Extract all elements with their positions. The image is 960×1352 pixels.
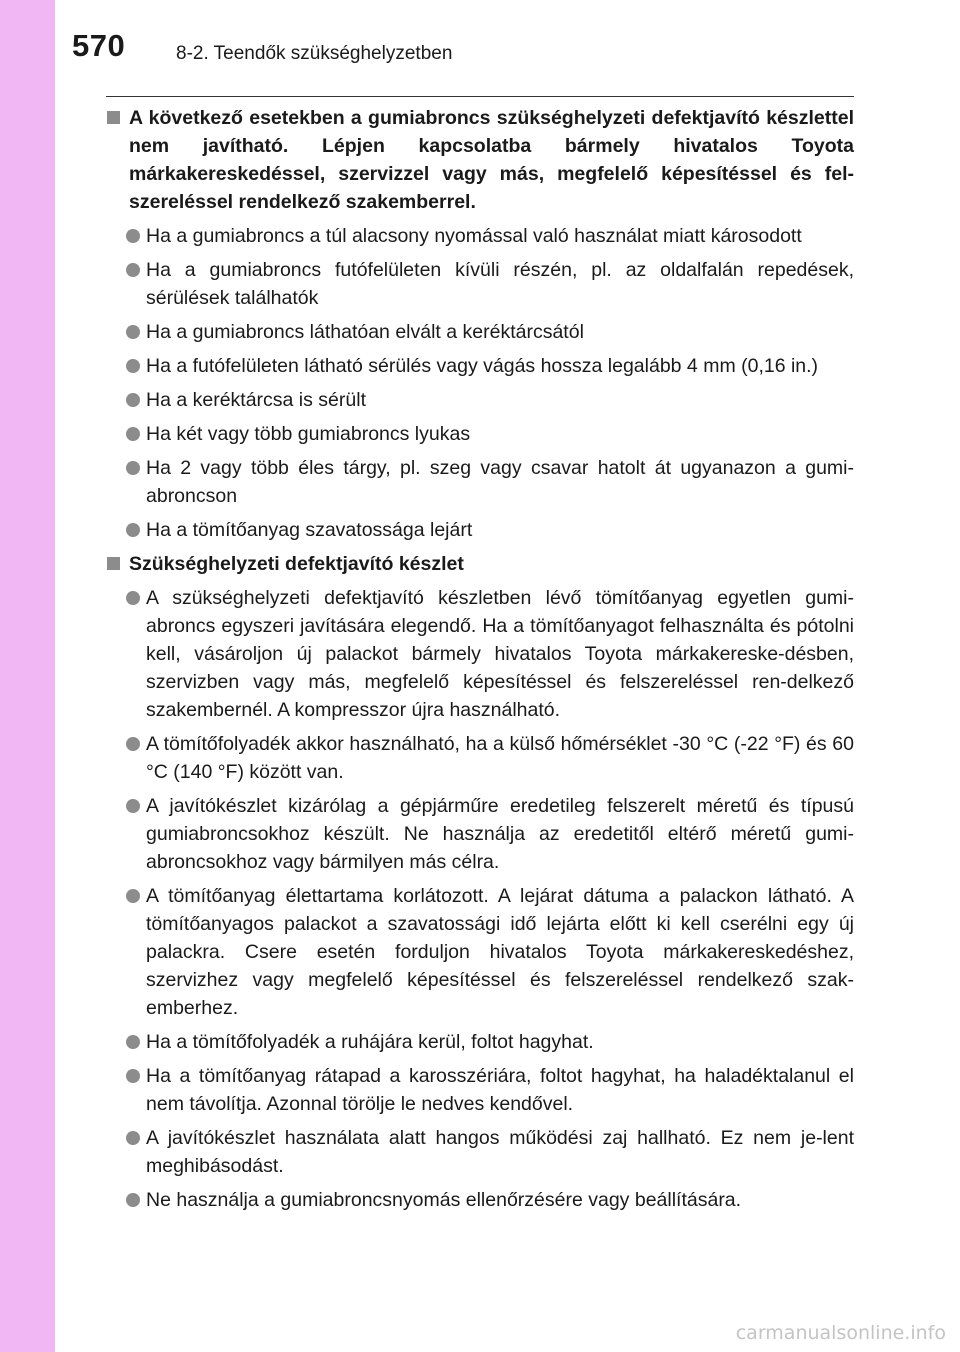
round-bullet-icon <box>126 889 140 903</box>
list-item-text: Ha a gumiabroncs láthatóan elvált a keréktárcsától <box>146 321 584 343</box>
list-item-text: Ha a tömítőanyag szavatossága lejárt <box>146 519 473 541</box>
list-item <box>106 792 854 876</box>
list-item-text: Ha a gumiabroncs a túl alacsony nyomással való használat miatt károsodott <box>146 225 802 247</box>
round-bullet-icon <box>126 1035 140 1049</box>
round-bullet-icon <box>126 359 140 373</box>
list-item-text: Ha a gumiabroncs futófelületen kívüli részén, pl. az oldalfalán repedések, sérülések találhatók <box>146 259 854 309</box>
round-bullet-icon <box>126 229 140 243</box>
list-item-text: A tömítőanyag élettartama korlátozott. A lejárat dátuma a palackon látható. A tömítőanyagos palackot a szavatossági idő lejárta előtt ki kell cserélni egy új palackra. Csere esetén forduljon hivatalos Toyota márkakereskedéshez, szervizhez vagy megfelelő képesítéssel és felszereléssel rendelkező szak-emberhez. <box>146 885 854 1019</box>
square-bullet-icon <box>107 557 120 570</box>
section-heading-text: Szükséghelyzeti defektjavító készlet <box>129 553 464 575</box>
list-item <box>106 352 854 380</box>
list-item-text: Ne használja a gumiabroncsnyomás ellenőrzésére vagy beállítására. <box>146 1189 742 1211</box>
round-bullet-icon <box>126 591 140 605</box>
list-item <box>106 516 854 544</box>
list-item-text: A javítókészlet kizárólag a gépjárműre eredetileg felszerelt méretű és típusú gumiabroncsokhoz készült. Ne használja az eredetitől eltérő méretű gumi-abroncsokhoz vagy bármilyen más célra. <box>146 795 854 873</box>
page-content <box>106 104 854 1220</box>
list-item-text: A szükséghelyzeti defektjavító készletben lévő tömítőanyag egyetlen gumi-abroncs egyszeri javítására elegendő. Ha a tömítőanyagot felhasználta és pótolni kell, vásároljon új palackot bármely hivatalos Toyota márkakereske-désben, szervizben vagy más, megfelelő képesítéssel és felszereléssel ren-delkező szakembernél. A kompresszor újra használható. <box>146 587 854 721</box>
square-bullet-icon <box>107 111 120 124</box>
round-bullet-icon <box>126 461 140 475</box>
section-title: 8-2. Teendők szükséghelyzetben <box>176 43 453 64</box>
page-number: 570 <box>72 28 126 63</box>
list-item <box>106 730 854 786</box>
list-item-text: A tömítőfolyadék akkor használható, ha a külső hőmérséklet -30 °C (-22 °F) és 60 °C (140 °F) között van. <box>146 733 854 783</box>
round-bullet-icon <box>126 737 140 751</box>
list-item-text: Ha a tömítőanyag rátapad a karosszériára, foltot hagyhat, ha haladéktalanul el nem távolítja. Azonnal törölje le nedves kendővel. <box>146 1065 854 1115</box>
list-item <box>106 584 854 724</box>
list-item-text: Ha 2 vagy több éles tárgy, pl. szeg vagy csavar hatolt át ugyanazon a gumi-abroncson <box>146 457 854 507</box>
round-bullet-icon <box>126 1069 140 1083</box>
list-item-text: Ha két vagy több gumiabroncs lyukas <box>146 423 471 445</box>
section-heading-text: A következő esetekben a gumiabroncs szükséghelyzeti defektjavító készlettel nem javítható. Lépjen kapcsolatba bármely hivatalos Toyota márkakereskedéssel, szervizzel vagy más, megfelelő képesítéssel és fel-szereléssel rendelkező szakemberrel. <box>129 107 854 213</box>
round-bullet-icon <box>126 1131 140 1145</box>
list-item <box>106 256 854 312</box>
watermark: carmanualsonline.info <box>735 1322 946 1344</box>
section-heading <box>106 104 854 216</box>
list-item <box>106 882 854 1022</box>
list-item <box>106 222 854 250</box>
list-item <box>106 420 854 448</box>
list-item <box>106 454 854 510</box>
round-bullet-icon <box>126 263 140 277</box>
list-item <box>106 386 854 414</box>
list-item-text: Ha a tömítőfolyadék a ruhájára kerül, foltot hagyhat. <box>146 1031 594 1053</box>
list-item <box>106 318 854 346</box>
header-divider <box>106 96 854 97</box>
round-bullet-icon <box>126 393 140 407</box>
round-bullet-icon <box>126 427 140 441</box>
list-item <box>106 1062 854 1118</box>
round-bullet-icon <box>126 523 140 537</box>
list-item <box>106 1028 854 1056</box>
left-color-band <box>0 0 55 1352</box>
list-item <box>106 1186 854 1214</box>
round-bullet-icon <box>126 799 140 813</box>
list-item-text: Ha a keréktárcsa is sérült <box>146 389 366 411</box>
list-item-text: A javítókészlet használata alatt hangos működési zaj hallható. Ez nem je-lent meghibásodást. <box>146 1127 854 1177</box>
list-item-text: Ha a futófelületen látható sérülés vagy vágás hossza legalább 4 mm (0,16 in.) <box>146 355 819 377</box>
section-heading <box>106 550 854 578</box>
round-bullet-icon <box>126 1193 140 1207</box>
round-bullet-icon <box>126 325 140 339</box>
list-item <box>106 1124 854 1180</box>
